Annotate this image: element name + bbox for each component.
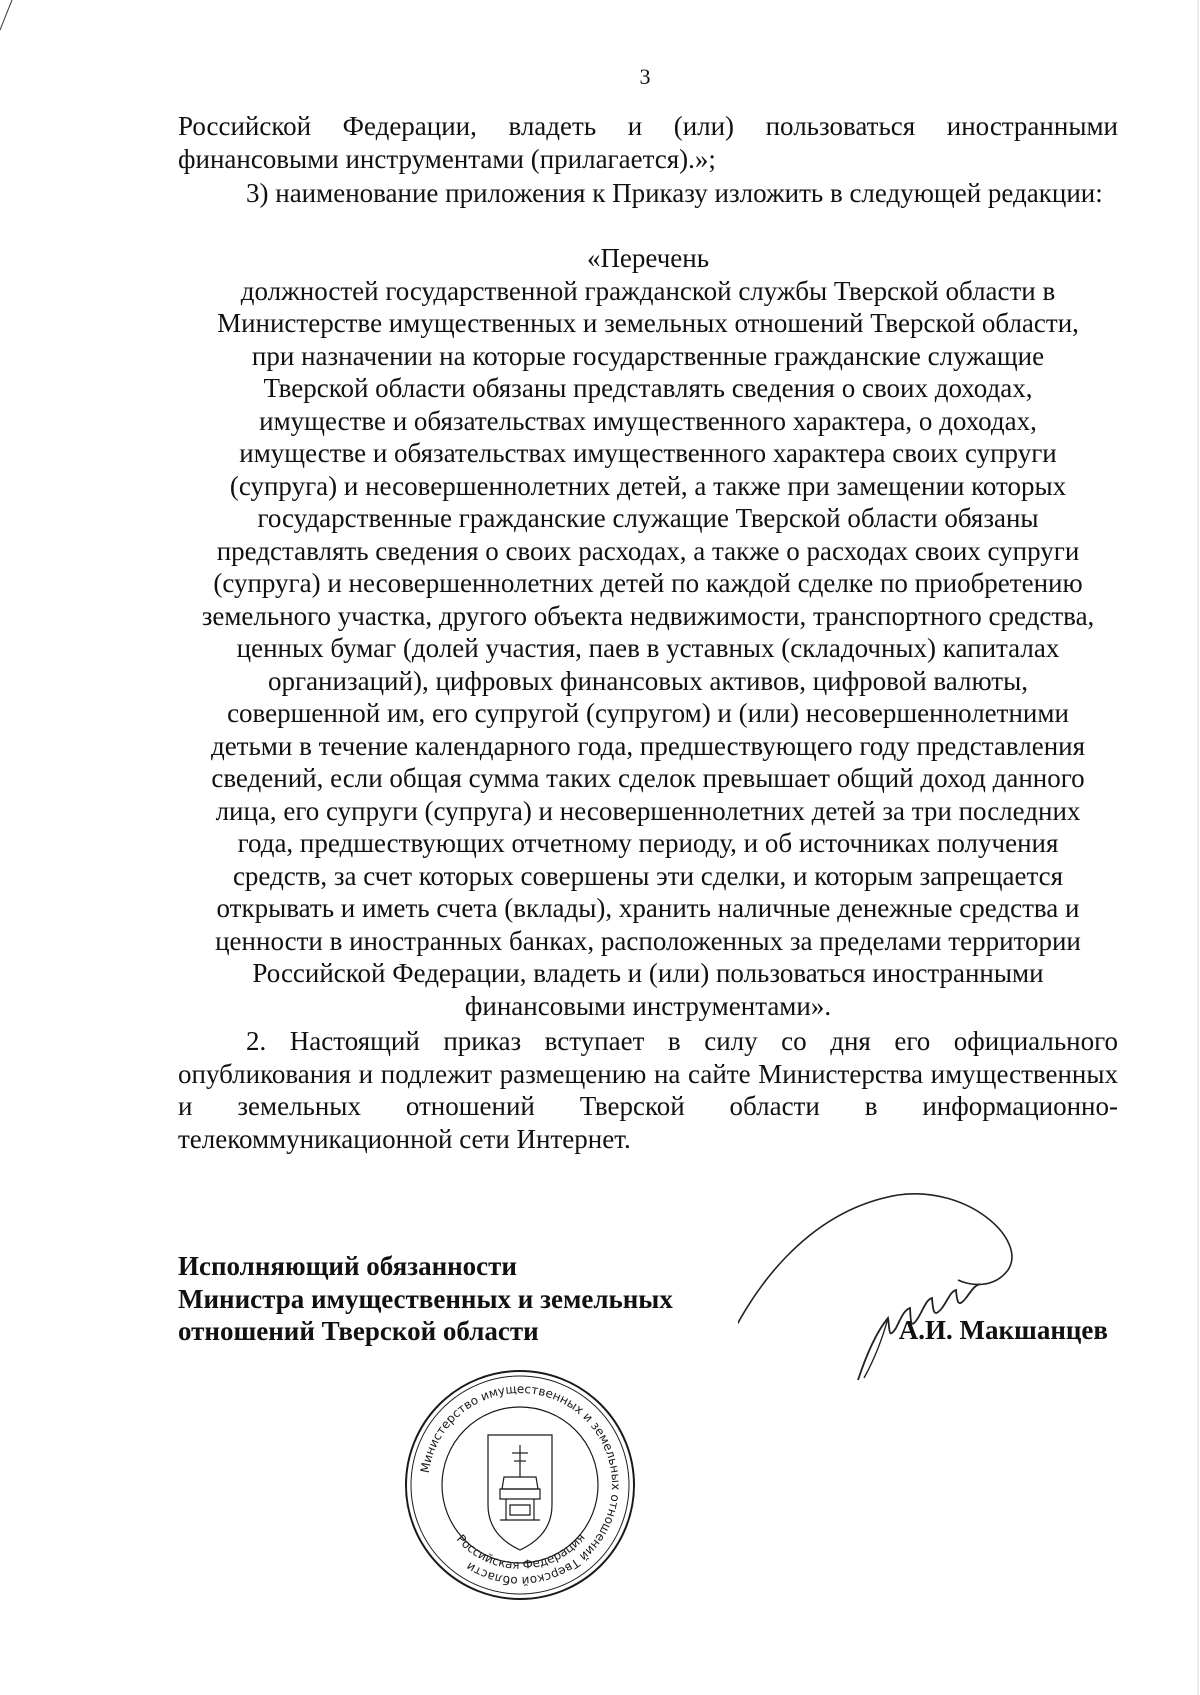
- handwritten-signature: [738, 1190, 1078, 1390]
- paragraph-continuation: Российской Федерации, владеть и (или) пользоваться иностранными финансовыми инструментами (прилагается).»;: [178, 111, 1118, 174]
- list-title-block: [178, 242, 1118, 1022]
- stamp-ring-text: Министерство имущественных и земельных отношений Тверской области: [417, 1381, 624, 1589]
- signer-position: Исполняющий обязанности Министра имущественных и земельных отношений Тверской области: [178, 1251, 673, 1346]
- paragraph-item-3: 3) наименование приложения к Приказу изложить в следующей редакции:: [246, 178, 1103, 208]
- official-stamp: [400, 1365, 640, 1605]
- list-heading: «Перечень: [586, 243, 710, 273]
- svg-text:Министерство имущественных и з: [418, 1382, 623, 1588]
- stamp-bottom-text: Российская Федерация: [453, 1530, 588, 1572]
- paragraph-section-2: 2. Настоящий приказ вступает в силу со дня его официального опубликования и подлежит размещению на сайте Министерства имущественных и земельных отношений Тверской области в информационно-телекоммуникационной сети Интернет.: [178, 1026, 1118, 1154]
- signature-block: [178, 1250, 1118, 1370]
- page-number: 3: [639, 64, 651, 89]
- list-title: должностей государственной гражданской службы Тверской области в Министерстве имущественных и земельных отношений Тверской области, при назначении на которые государственные гражданские служащие Тверской области обязаны представлять сведения о своих доходах, имуществе и обязательствах имущественного характера, о доходах, имуществе и обязательствах имущественного характера своих супруги (супруга) и несовершеннолетних детей, а также при замещении которых государственные гражданские служащие Тверской области обязаны представлять сведения о своих расходах, а также о расходах своих супруги (супруга) и несовершеннолетних детей по каждой сделке по приобретению земельного участка, другого объекта недвижимости, транспортного средства, ценных бумаг (долей участия, паев в уставных (складочных) капиталах организаций), цифровых финансовых активов, цифровой валюты, совершенной им, его супругой (супругом) и (или) несовершеннолетними детьми в течение календарного года, предшествующего году представления сведений, если общая сумма таких сделок превышает общий доход данного лица, его супруги (супруга) и несовершеннолетних детей за три последних года, предшествующих отчетному периоду, и об источниках получения средств, за счет которых совершены эти сделки, и которым запрещается открывать и иметь счета (вклады), хранить наличные денежные средства и ценности в иностранных банках, расположенных за пределами территории Российской Федерации, владеть и (или) пользоваться иностранными финансовыми инструментами».: [201, 275, 1095, 1021]
- coat-of-arms-emblem: [488, 1435, 552, 1550]
- signer-name: А.И. Макшанцев: [898, 1315, 1108, 1345]
